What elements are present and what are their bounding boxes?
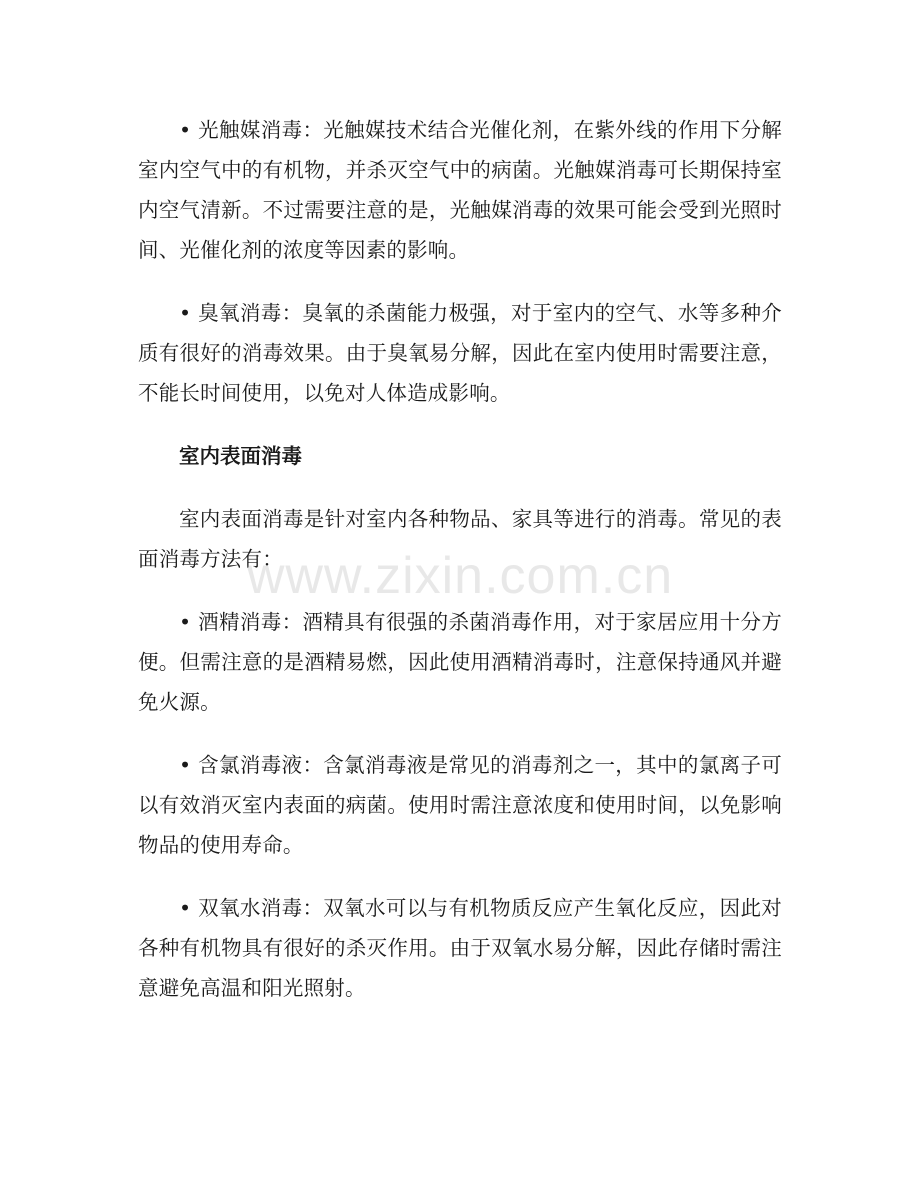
paragraph-photocatalyst: • 光触媒消毒：光触媒技术结合光催化剂，在紫外线的作用下分解室内空气中的有机物，并杀灭空气中的病菌。光触媒消毒可长期保持室内空气清新。不过需要注意的是，光触媒消毒的效果可能会受到光照时间、光催化剂的浓度等因素的影响。 — [138, 118, 782, 262]
paragraph-chlorine: • 含氯消毒液：含氯消毒液是常见的消毒剂之一，其中的氯离子可以有效消灭室内表面的病菌。使用时需注意浓度和使用时间，以免影响物品的使用寿命。 — [138, 753, 782, 857]
paragraph-surface-intro: 室内表面消毒是针对室内各种物品、家具等进行的消毒。常见的表面消毒方法有： — [138, 507, 782, 571]
document-body — [138, 110, 782, 1031]
paragraph-alcohol: • 酒精消毒：酒精具有很强的杀菌消毒作用，对于家居应用十分方便。但需注意的是酒精易燃，因此使用酒精消毒时，注意保持通风并避免火源。 — [138, 610, 782, 714]
paragraph-ozone: • 臭氧消毒：臭氧的杀菌能力极强，对于室内的空气、水等多种介质有很好的消毒效果。由于臭氧易分解，因此在室内使用时需要注意，不能长时间使用，以免对人体造成影响。 — [138, 301, 782, 405]
section-heading-surface-disinfection: 室内表面消毒 — [179, 444, 302, 468]
watermark: www.zixin.com.cn — [246, 547, 674, 605]
paragraph-hydrogen-peroxide: • 双氧水消毒：双氧水可以与有机物质反应产生氧化反应，因此对各种有机物具有很好的杀灭作用。由于双氧水易分解，因此存储时需注意避免高温和阳光照射。 — [138, 896, 782, 1000]
